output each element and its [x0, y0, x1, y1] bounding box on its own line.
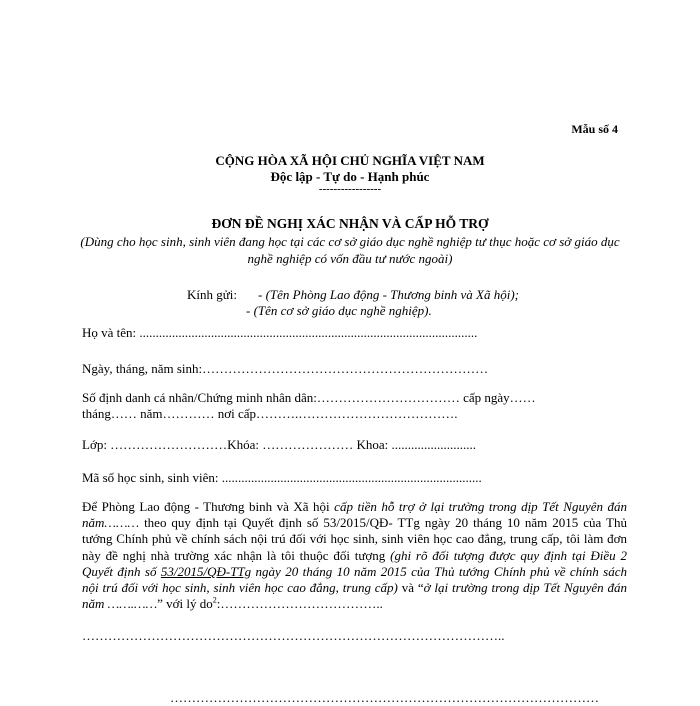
document-subtitle: (Dùng cho học sinh, sinh viên đang học tại các cơ sở giáo dục nghề nghiệp tư thục hoặc cơ sở giáo dục nghề nghiệp có vốn đầu tư nước ngoài) [80, 234, 620, 266]
field-date-of-birth: Ngày, tháng, năm sinh:………………………………………………………… [82, 361, 489, 376]
heading-divider: ----------------- [318, 183, 382, 195]
recipient-line-2: - (Tên cơ sở giáo dục nghề nghiệp). [246, 303, 432, 318]
footnote-marker: 2 [212, 595, 217, 605]
para-text-6: ngày 20 tháng 10 năm 2015 của Thủ tướng Chính phủ về chính sách nội trú đối với học sinh, sinh viên học cao đẳng, trung cấp) [82, 563, 627, 596]
para-text-2: cấp tiền hỗ trợ ở lại trường trong dịp Tết Nguyên đán năm……… [82, 499, 627, 531]
para-text-1: Để Phòng Lao động - Thương binh và Xã hội [82, 499, 335, 514]
field-id-number: Số định danh cá nhân/Chứng minh nhân dân:…………………………… cấp ngày…… [82, 390, 536, 405]
para-text-7: và “ [397, 580, 424, 596]
document-title: ĐƠN ĐỀ NGHỊ XÁC NHẬN VÀ CẤP HỖ TRỢ [211, 216, 489, 231]
para-text-11: :……………………………….. [216, 596, 383, 612]
cut-off-line: ……………………………………………………………………………………… [170, 690, 599, 705]
reason-dots-line: …………………………………………………………………………………….. [82, 628, 505, 643]
para-text-8: ở lại trường trong dịp Tết Nguyên đán năm …….…… [82, 580, 627, 612]
field-id-issue: tháng…… năm………… nơi cấp……….………………………………. [82, 406, 458, 421]
field-student-id: Mã số học sinh, sinh viên: ................................................................................ [82, 470, 482, 485]
field-class-course-faculty: Lớp: ………………………Khóa: ………………… Khoa: .......................... [82, 437, 476, 452]
para-text-3: theo quy định tại Quyết định số 53/2015/QĐ- TTg ngày 20 tháng 10 năm 2015 của Thủ tướng Chính phủ về chính sách nội trú đối với học sinh, sinh viên học cao đẳng, trung cấp, tôi làm đơn này đề nghị nhà trường xác nhận là tôi thuộc đối tượng [82, 515, 627, 563]
recipient-line-1: - (Tên Phòng Lao động - Thương binh và Xã hội); [258, 287, 520, 302]
decision-reference: 53/2015/QĐ-TTg [160, 563, 252, 579]
para-text-9: ” với lý do [157, 596, 213, 612]
form-number: Mẫu số 4 [571, 122, 618, 136]
field-full-name: Họ và tên: ........................................................................................................ [82, 325, 478, 340]
motto: Độc lập - Tự do - Hạnh phúc [270, 169, 430, 184]
para-text-4: (ghi rõ đối tượng được quy định tại Điều 2 Quyết định số [82, 547, 627, 579]
request-paragraph [82, 499, 627, 612]
nation-heading: CỘNG HÒA XÃ HỘI CHỦ NGHĨA VIỆT NAM [215, 153, 485, 168]
recipient-label: Kính gửi: [187, 287, 238, 302]
